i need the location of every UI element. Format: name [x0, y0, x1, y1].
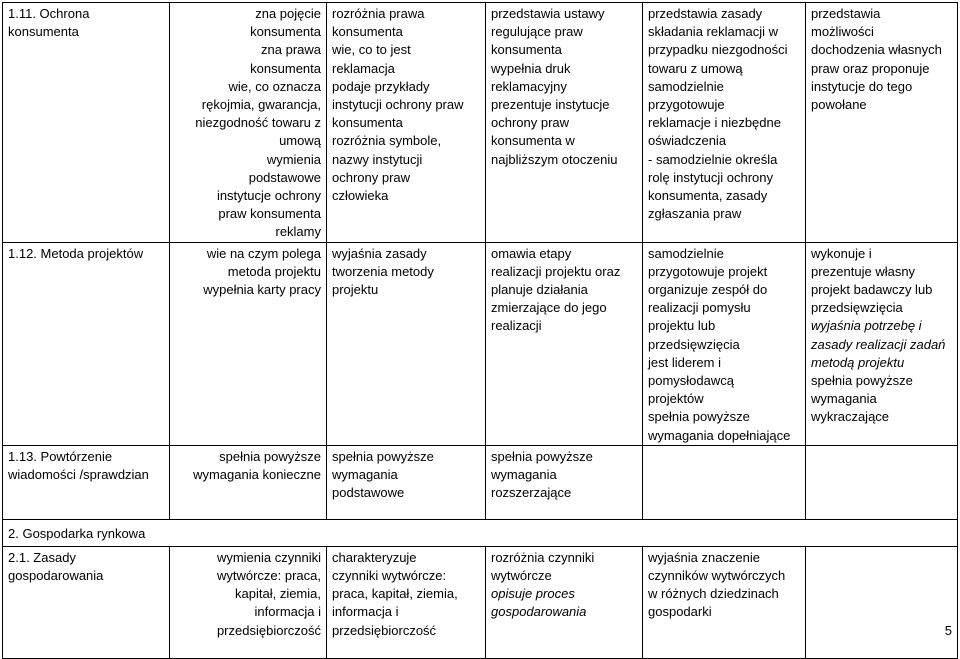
cell-line: powołane	[811, 97, 867, 113]
cell-line: czynniki wytwórcze:	[332, 568, 447, 584]
requirement-dobra	[486, 445, 643, 519]
cell-line: tworzenia metody	[332, 263, 434, 279]
cell-line: przedstawia ustawy	[491, 6, 605, 21]
cell-line: spełnia powyższe	[219, 448, 321, 464]
cell-line: zasady realizacji zadań	[811, 336, 946, 352]
requirement-celujaca	[806, 242, 958, 445]
requirement-bardzo-dobra	[643, 242, 806, 445]
cell-line: spełnia powyższe	[811, 373, 913, 389]
cell-line: zna prawa	[261, 42, 321, 58]
cell-line: przygotowuje	[648, 97, 725, 113]
cell-line: zna pojęcie	[255, 6, 321, 21]
cell-line: wymagania	[332, 467, 398, 483]
cell-line: niezgodność towaru z	[195, 115, 321, 131]
cell-line: wymagania dopełniające	[648, 427, 791, 443]
requirement-dostateczna	[327, 445, 486, 519]
cell-line: wymienia	[266, 151, 321, 167]
cell-line: zgłaszania praw	[648, 206, 742, 222]
topic-cell	[3, 3, 170, 243]
cell-line: wytwórcze	[491, 568, 552, 584]
cell-line: prezentuje własny	[811, 263, 916, 279]
cell-line: wykraczające	[811, 409, 890, 425]
cell-line: podstawowe	[332, 485, 405, 501]
topic-cell	[3, 242, 170, 445]
cell-line: instytucje ochrony	[216, 188, 321, 204]
cell-line: składania reklamacji w	[648, 24, 779, 40]
cell-line: rozróżnia czynniki	[491, 549, 595, 565]
cell-line: gospodarowania	[8, 568, 104, 584]
cell-line: przedstawia zasady	[648, 6, 763, 21]
cell-line: wyjaśnia zasady	[332, 245, 427, 261]
cell-line: reklamacyjny	[491, 78, 567, 94]
cell-line: konsumenta	[332, 115, 403, 131]
cell-line: rozróżnia symbole,	[332, 133, 442, 149]
cell-line: rękojmia, gwarancja,	[201, 97, 321, 113]
cell-line: praw oraz proponuje	[811, 60, 930, 76]
cell-line: czynników wytwórczych	[648, 568, 786, 584]
cell-line: wypełnia karty pracy	[203, 282, 321, 298]
requirement-dobra	[486, 546, 643, 658]
cell-line: realizacji pomysłu	[648, 300, 751, 316]
cell-line: przedsięwzięcia	[648, 336, 740, 352]
cell-line: metoda projektu	[227, 263, 321, 279]
cell-line: wie na czym polega	[206, 245, 321, 261]
table-row	[3, 3, 958, 243]
cell-line: instytucji ochrony praw	[332, 97, 464, 113]
cell-line: wytwórcze: praca,	[216, 568, 321, 584]
cell-line: przedsięwzięcia	[811, 300, 903, 316]
cell-line: ochrony praw	[332, 169, 411, 185]
cell-line: podaje przykłady	[332, 78, 430, 94]
cell-line: umową	[279, 133, 321, 149]
cell-line: wie, co to jest	[332, 42, 411, 58]
cell-line: wymagania konieczne	[193, 467, 321, 483]
cell-line: zmierzające do jego	[491, 300, 607, 316]
cell-line: w różnych dziedzinach	[648, 586, 779, 602]
cell-line: 2.1. Zasady	[8, 549, 76, 565]
cell-line: pomysłodawcą	[648, 373, 734, 389]
cell-line: 1.12. Metoda projektów	[8, 245, 144, 261]
cell-line: przygotowuje projekt	[648, 263, 768, 279]
cell-line: prezentuje instytucje	[491, 97, 610, 113]
cell-line: konsumenta w	[491, 133, 575, 149]
cell-line: oświadczenia	[648, 133, 727, 149]
cell-line: jest liderem i	[648, 354, 721, 370]
requirement-bardzo-dobra	[643, 3, 806, 243]
cell-line: reklamacja	[332, 60, 395, 76]
cell-line: gospodarowania	[491, 604, 587, 620]
cell-line: człowieka	[332, 188, 389, 204]
requirement-dopuszczajaca	[170, 445, 327, 519]
cell-line: konsumenta	[250, 24, 321, 40]
cell-line: wie, co oznacza	[228, 78, 321, 94]
cell-line: spełnia powyższe	[648, 409, 750, 425]
cell-line: informacja i	[254, 604, 321, 620]
cell-line: charakteryzuje	[332, 549, 417, 565]
cell-line: rozróżnia prawa	[332, 6, 425, 21]
cell-line: realizacji projektu oraz	[491, 263, 621, 279]
cell-line: instytucje do tego	[811, 78, 913, 94]
topic-cell	[3, 445, 170, 519]
cell-line: dochodzenia własnych	[811, 42, 942, 58]
topic-cell	[3, 546, 170, 658]
cell-line: przedsiębiorczość	[332, 622, 437, 638]
cell-line: informacja i	[332, 604, 399, 620]
cell-line: konsumenta, zasady	[648, 188, 768, 204]
requirement-bardzo-dobra	[643, 546, 806, 658]
cell-line: konsumenta	[8, 24, 79, 40]
cell-line: projekt badawczy lub	[811, 282, 933, 298]
cell-line: rozszerzające	[491, 485, 572, 501]
cell-line: reklamy	[275, 224, 321, 240]
section-header: 2. Gospodarka rynkowa	[3, 519, 958, 546]
requirement-celujaca	[806, 3, 958, 243]
requirement-dobra	[486, 3, 643, 243]
requirement-dostateczna	[327, 546, 486, 658]
section-header-row	[3, 519, 958, 546]
cell-line: spełnia powyższe	[332, 448, 434, 464]
cell-line: regulujące praw	[491, 24, 583, 40]
requirement-dopuszczajaca	[170, 546, 327, 658]
cell-line: konsumenta	[491, 42, 562, 58]
cell-line: wypełnia druk	[491, 60, 571, 76]
requirement-celujaca	[806, 445, 958, 519]
cell-line: wiadomości /sprawdzian	[8, 467, 149, 483]
requirement-dopuszczajaca	[170, 242, 327, 445]
cell-line: organizuje zespół do	[648, 282, 768, 298]
cell-line: nazwy instytucji	[332, 151, 423, 167]
cell-line: 1.13. Powtórzenie	[8, 448, 113, 464]
cell-line: - samodzielnie określa	[648, 151, 778, 167]
cell-line: rolę instytucji ochrony	[648, 169, 773, 185]
cell-line: samodzielnie	[648, 78, 724, 94]
cell-line: omawia etapy	[491, 245, 572, 261]
cell-line: projektu	[332, 282, 379, 298]
cell-line: konsumenta	[250, 60, 321, 76]
cell-line: projektów	[648, 391, 704, 407]
cell-line: opisuje proces	[491, 586, 575, 602]
cell-line: kapitał, ziemia,	[235, 586, 321, 602]
requirement-dostateczna	[327, 242, 486, 445]
requirement-celujaca	[806, 546, 958, 658]
cell-line: wymagania	[811, 391, 877, 407]
cell-line: praca, kapitał, ziemia,	[332, 586, 458, 602]
cell-line: 1.11. Ochrona	[8, 6, 90, 21]
cell-line: wyjaśnia znaczenie	[648, 549, 761, 565]
cell-line: spełnia powyższe	[491, 448, 593, 464]
requirement-bardzo-dobra	[643, 445, 806, 519]
cell-line: wymagania	[491, 467, 557, 483]
cell-line: metodą projektu	[811, 354, 905, 370]
cell-line: planuje działania	[491, 282, 588, 298]
requirement-dobra	[486, 242, 643, 445]
table-row	[3, 445, 958, 519]
table-row	[3, 546, 958, 658]
cell-line: wymienia czynniki	[216, 549, 321, 565]
cell-line: wyjaśnia potrzebę i	[811, 318, 922, 334]
cell-line: samodzielnie	[648, 245, 724, 261]
cell-line: gospodarki	[648, 604, 712, 620]
requirement-dostateczna	[327, 3, 486, 243]
cell-line: ochrony praw	[491, 115, 570, 131]
cell-line: towaru z umową	[648, 60, 743, 76]
cell-line: konsumenta	[332, 24, 403, 40]
cell-line: najbliższym otoczeniu	[491, 151, 618, 167]
cell-line: przypadku niezgodności	[648, 42, 788, 58]
cell-line: przedsiębiorczość	[216, 622, 321, 638]
page-number: 5	[944, 623, 952, 638]
table-row	[3, 242, 958, 445]
cell-line: podstawowe	[248, 169, 321, 185]
cell-line: realizacji	[491, 318, 542, 334]
cell-line: projektu lub	[648, 318, 716, 334]
cell-line: wykonuje i	[811, 245, 872, 261]
requirement-dopuszczajaca	[170, 3, 327, 243]
cell-line: reklamacje i niezbędne	[648, 115, 781, 131]
requirements-table	[2, 2, 958, 659]
cell-line: przedstawia	[811, 6, 881, 21]
cell-line: praw konsumenta	[218, 206, 321, 222]
cell-line: możliwości	[811, 24, 874, 40]
